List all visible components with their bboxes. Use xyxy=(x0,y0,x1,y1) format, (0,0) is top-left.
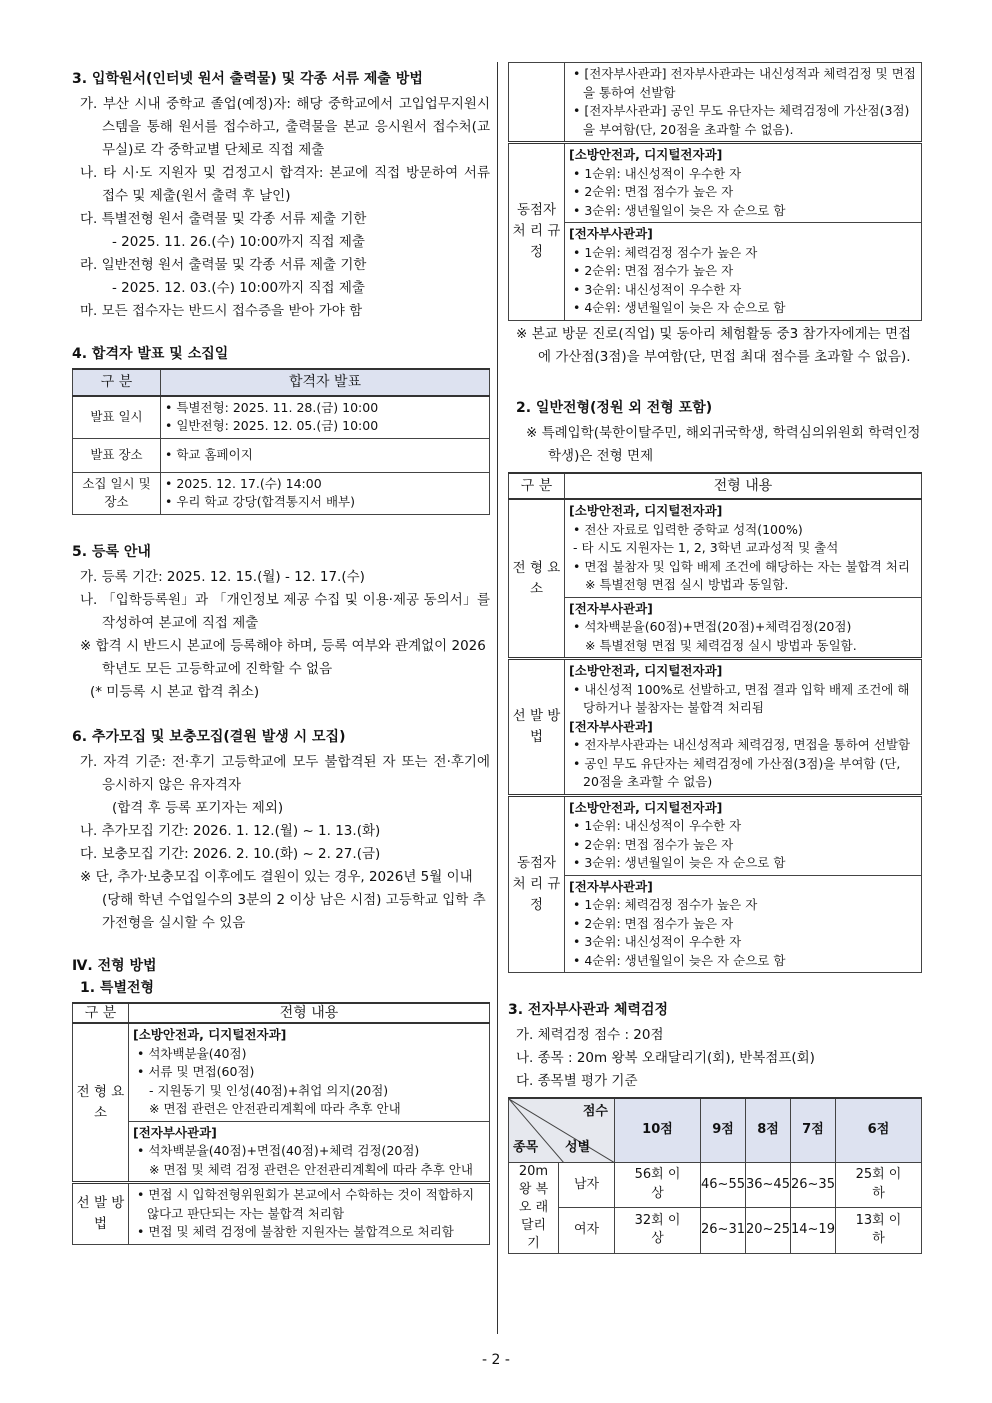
cell-text: • 면접 및 체력 검정에 불참한 지원자는 불합격으로 처리함 xyxy=(137,1224,454,1239)
cell-text: • 2순위: 면접 점수가 높은 자 xyxy=(573,263,734,278)
col-10: 10점 xyxy=(615,1098,701,1162)
section-3-title: 3. 입학원서(인터넷 원서 출력물) 및 각종 서류 제출 방법 xyxy=(72,71,423,87)
s5-item-b: 나. 「입학등록원」과 「개인정보 제공 수집 및 이용·제공 동의서」를 작성하여 본교에 직접 제출 xyxy=(80,591,490,631)
cell-text: • [전자부사관과] 공인 무도 유단자는 체력검정에 가산점(3점)을 부여함(단, 20점을 초과할 수 없음). xyxy=(573,103,910,137)
row-label: 발표 장소 xyxy=(73,438,161,472)
cell-value: 26~31 xyxy=(701,1208,746,1254)
rt-note: ※ 본교 방문 진로(직업) 및 동아리 체험활동 중3 참가자에게는 면접에 가산점(3점)을 부여함(단, 면접 최대 점수를 초과할 수 없음). xyxy=(516,325,912,365)
s3-item-d1: - 2025. 12. 03.(수) 10:00까지 직접 제출 xyxy=(112,280,365,296)
cell-text: • [전자부사관과] 전자부사관과는 내신성적과 체력검정 및 면접을 통하여 선발함 xyxy=(573,66,916,100)
cell-value: 32회 이상 xyxy=(615,1208,701,1254)
cell-text: • 일반전형: 2025. 12. 05.(금) 10:00 xyxy=(165,418,379,433)
cell-value: 46~55 xyxy=(701,1162,746,1208)
fitness-test-title: 3. 전자부사관과 체력검정 xyxy=(508,1002,669,1018)
cell-value: 26~35 xyxy=(790,1162,835,1208)
cell-text: • 3순위: 생년월일이 늦은 자 순으로 함 xyxy=(573,202,786,218)
group-title: [전자부사관과] xyxy=(133,1124,217,1140)
cell-text: ※ 면접 및 체력 검정 관련은 안전관리계획에 따라 추후 안내 xyxy=(149,1161,473,1177)
gender-female: 여자 xyxy=(559,1208,615,1254)
s3-item-d: 라. 일반전형 원서 출력물 및 각종 서류 제출 기한 xyxy=(80,257,367,273)
cell-value: 25회 이하 xyxy=(835,1162,921,1208)
cell-text: • 내신성적 100%로 선발하고, 면접 결과 입학 배제 조건에 해당하거나 불참자는 불합격 처리됨 xyxy=(573,681,910,715)
hdr-gender: 성별 xyxy=(565,1140,591,1155)
left-column xyxy=(72,68,490,1245)
group-title: [전자부사관과] xyxy=(569,718,653,734)
diag-header xyxy=(509,1098,615,1162)
cell-value: 14~19 xyxy=(790,1208,835,1254)
cell-value: 13회 이하 xyxy=(835,1208,921,1254)
cell-text: • 특별전형: 2025. 11. 28.(금) 10:00 xyxy=(165,399,379,415)
cell-text: ※ 면접 관련은 안전관리계획에 따라 추후 안내 xyxy=(149,1101,401,1116)
cell-text: • 1순위: 체력검정 점수가 높은 자 xyxy=(573,244,758,260)
cell-text: • 석차백분율(40점) xyxy=(137,1045,247,1061)
cell-text: • 4순위: 생년월일이 늦은 자 순으로 함 xyxy=(573,300,786,315)
group-title: [소방안전과, 디지털전자과] xyxy=(569,663,723,678)
s9-item-c: 다. 종목별 평가 기준 xyxy=(516,1073,638,1089)
s8-note: ※ 특례입학(북한이탈주민, 해외귀국학생, 학력심의위원회 학력인정학생)은 전형 면제 xyxy=(526,424,921,464)
page-number: - 2 - xyxy=(482,1352,510,1368)
row-label: 선 발 방 법 xyxy=(73,1183,129,1245)
cell-text: • 석차백분율(40점)+면접(40점)+체력 검정(20점) xyxy=(137,1143,420,1158)
s3-item-a: 가. 부산 시내 중학교 졸업(예정)자: 해당 중학교에서 고입업무지원시스템을 통해 원서를 접수하고, 출력물을 본교 응시원서 접수처(교무실)로 각 중학교별 단체로 직접 제출 xyxy=(80,96,490,158)
col-6: 6점 xyxy=(835,1098,921,1162)
s6-item-a1: (합격 후 등록 포기자는 제외) xyxy=(112,799,284,816)
special-admission-title: 1. 특별전형 xyxy=(80,979,155,996)
row-label: 소집 일시 및 장소 xyxy=(73,472,161,514)
th-content: 전형 내용 xyxy=(129,1003,490,1024)
column-divider xyxy=(497,62,498,1334)
col-7: 7점 xyxy=(790,1098,835,1162)
group-title: [전자부사관과] xyxy=(569,600,653,616)
group-title: [소방안전과, 디지털전자과] xyxy=(133,1027,287,1042)
cell-text: • 3순위: 내신성적이 우수한 자 xyxy=(573,934,742,949)
cell-text: • 1순위: 내신성적이 우수한 자 xyxy=(573,818,742,833)
cell-value: 36~45 xyxy=(746,1162,791,1208)
col-8: 8점 xyxy=(746,1098,791,1162)
special-admission-table xyxy=(72,1002,490,1245)
event-name: 20m 왕 복 오 래 달리기 xyxy=(509,1162,559,1253)
row-label: 전 형 요 소 xyxy=(73,1023,129,1183)
gender-male: 남자 xyxy=(559,1162,615,1208)
cell-text: • 공인 무도 유단자는 체력검정에 가산점(3점)을 부여함 (단, 20점을 초과할 수 없음) xyxy=(573,755,901,789)
th-category: 구 분 xyxy=(509,473,565,500)
cell-text: - 지원동기 및 인성(40점)+취업 의지(20점) xyxy=(149,1082,389,1098)
cell-text: • 2순위: 면접 점수가 높은 자 xyxy=(573,184,734,199)
group-title: [소방안전과, 디지털전자과] xyxy=(569,503,723,518)
s9-item-a: 가. 체력검정 점수 : 20점 xyxy=(516,1027,664,1043)
cell-text: ※ 특별전형 면접 및 체력검정 실시 방법과 동일함. xyxy=(585,637,857,653)
cell-text: • 학교 홈페이지 xyxy=(161,438,490,472)
group-title: [소방안전과, 디지털전자과] xyxy=(569,147,723,162)
cell-value: 20~25 xyxy=(746,1208,791,1254)
cell-text: • 우리 학교 강당(합격통지서 배부) xyxy=(165,494,355,509)
cell-text: - 타 시도 지원자는 1, 2, 3학년 교과성적 및 출석 xyxy=(573,540,839,555)
s6-note: ※ 단, 추가·보충모집 이후에도 결원이 있는 경우, 2026년 5월 이내(당해 학년 수업일수의 3분의 2 이상 남은 시점) 고등학교 입학 추가전형을 실시할 수 있음 xyxy=(80,868,486,931)
section-6-title: 6. 추가모집 및 보충모집(결원 발생 시 모집) xyxy=(72,728,346,745)
s3-item-c1: - 2025. 11. 26.(수) 10:00까지 직접 제출 xyxy=(112,234,365,250)
row-label: 동점자 처 리 규 정 xyxy=(509,143,565,321)
s6-item-c: 다. 보충모집 기간: 2026. 2. 10.(화) ~ 2. 27.(금) xyxy=(80,845,381,862)
s6-item-a: 가. 자격 기준: 전·후기 고등학교에 모두 불합격된 자 또는 전·후기에 응시하지 않은 유자격자 xyxy=(80,753,490,793)
s3-item-c: 다. 특별전형 원서 출력물 및 각종 서류 제출 기한 xyxy=(80,211,367,227)
group-title: [전자부사관과] xyxy=(569,878,653,894)
cell-text: • 면접 불참자 및 입학 배제 조건에 해당하는 자는 불합격 처리 xyxy=(573,558,910,574)
section-iv-title: Ⅳ. 전형 방법 xyxy=(72,957,157,974)
cell-text: • 석차백분율(60점)+면접(20점)+체력검정(20점) xyxy=(573,619,852,634)
th-category: 구 분 xyxy=(73,1003,129,1024)
cell-text: • 2순위: 면접 점수가 높은 자 xyxy=(573,836,734,852)
th-content: 전형 내용 xyxy=(565,473,922,500)
th-category: 구 분 xyxy=(73,369,161,396)
cell-value: 56회 이상 xyxy=(615,1162,701,1208)
col-9: 9점 xyxy=(701,1098,746,1162)
row-label: 전 형 요 소 xyxy=(509,499,565,659)
row-label: 동점자 처 리 규 정 xyxy=(509,795,565,973)
announcement-table xyxy=(72,368,490,515)
section-5-title: 5. 등록 안내 xyxy=(72,543,151,560)
cell-text: ※ 특별전형 면접 실시 방법과 동일함. xyxy=(585,577,789,592)
cell-text: • 4순위: 생년월일이 늦은 자 순으로 함 xyxy=(573,952,786,968)
s9-item-b: 나. 종목 : 20m 왕복 오래달리기(회), 반복점프(회) xyxy=(516,1050,815,1066)
cell-text: • 2025. 12. 17.(수) 14:00 xyxy=(165,475,322,491)
group-title: [소방안전과, 디지털전자과] xyxy=(569,799,723,815)
row-label: 선 발 방 법 xyxy=(509,659,565,796)
cell-text: • 3순위: 생년월일이 늦은 자 순으로 함 xyxy=(573,855,786,870)
fitness-criteria-table xyxy=(508,1097,922,1254)
hdr-score: 점수 xyxy=(582,1104,608,1119)
general-admission-title: 2. 일반전형(정원 외 전형 포함) xyxy=(516,399,713,416)
cell-text: • 3순위: 내신성적이 우수한 자 xyxy=(573,281,742,297)
s5-note2: (* 미등록 시 본교 합격 취소) xyxy=(90,683,260,700)
s5-note: ※ 합격 시 반드시 본교에 등록해야 하며, 등록 여부와 관계없이 2026학년도 모든 고등학교에 진학할 수 없음 xyxy=(80,637,486,677)
cell-text: • 면접 시 입학전형위원회가 본교에서 수학하는 것이 적합하지 않다고 판단되는 자는 불합격 처리함 xyxy=(137,1187,475,1221)
hdr-event: 종목 xyxy=(513,1140,539,1155)
group-title: [전자부사관과] xyxy=(569,226,653,241)
cell-text: • 전산 자료로 입력한 중학교 성적(100%) xyxy=(573,521,803,537)
th-announce: 합격자 발표 xyxy=(161,369,490,396)
section-4-title: 4. 합격자 발표 및 소집일 xyxy=(72,346,229,362)
cell-text: • 서류 및 면접(60점) xyxy=(137,1064,255,1079)
special-admission-table-cont xyxy=(508,62,922,321)
cell-text: • 2순위: 면접 점수가 높은 자 xyxy=(573,915,734,931)
right-column xyxy=(508,62,922,1254)
s3-item-b: 나. 타 시·도 지원자 및 검정고시 합격자: 본교에 직접 방문하여 서류 접수 및 제출(원서 출력 후 날인) xyxy=(80,165,490,204)
row-label: 발표 일시 xyxy=(73,396,161,439)
general-admission-table xyxy=(508,472,922,974)
s6-item-b: 나. 추가모집 기간: 2026. 1. 12.(월) ~ 1. 13.(화) xyxy=(80,822,381,839)
s5-item-a: 가. 등록 기간: 2025. 12. 15.(월) - 12. 17.(수) xyxy=(80,568,365,585)
s3-item-e: 마. 모든 접수자는 반드시 접수증을 받아 가야 함 xyxy=(80,303,363,319)
cell-text: • 1순위: 내신성적이 우수한 자 xyxy=(573,165,742,181)
cell-text: • 1순위: 체력검정 점수가 높은 자 xyxy=(573,897,758,912)
cell-text: • 전자부사관과는 내신성적과 체력검정, 면접을 통하여 선발함 xyxy=(573,737,911,752)
